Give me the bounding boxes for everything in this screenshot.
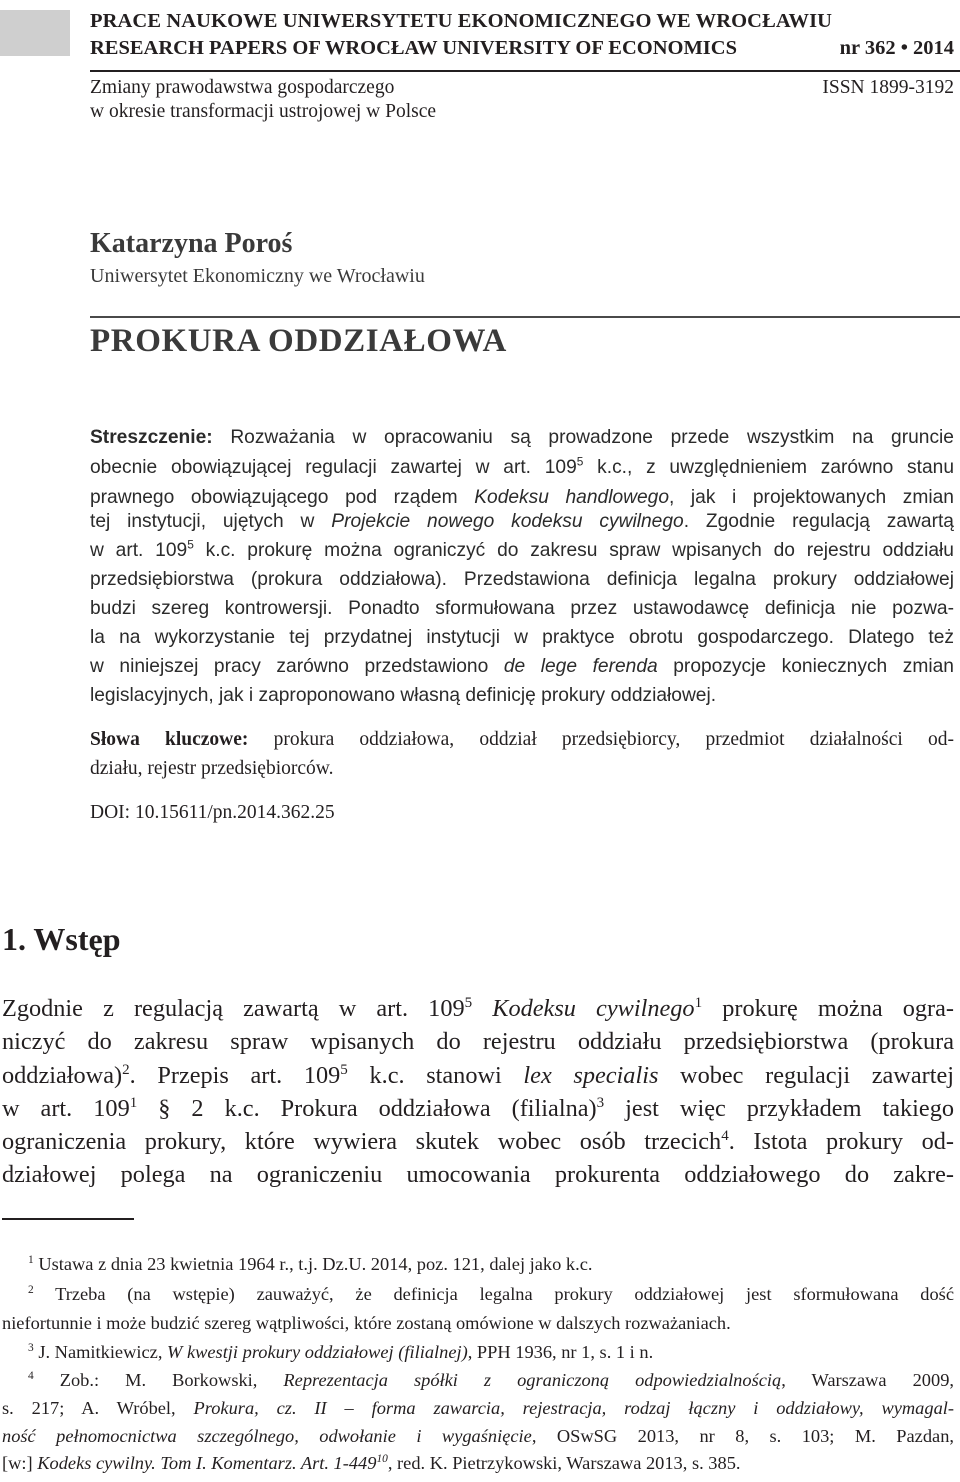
doi: DOI: 10.15611/pn.2014.362.25 — [90, 802, 335, 823]
abstract-line: w art. $109^5$ k.c. prokurę można ograniczyć do zakresu spraw wpisanych do rejestru oddziału — [90, 537, 954, 561]
body-line: ograniczenia prokury, które wywiera skutek wobec osób trzecich$^4$. Istota prokury od- — [2, 1127, 954, 1155]
abstract-line: Streszczenie: Rozważania w opracowaniu są prowadzone przede wszystkim na gruncie — [90, 427, 954, 448]
body-line: w art. $109^1$ § 2 k.c. Prokura oddziałowa (filialna)$^3$ jest więc przykładem takiego — [2, 1094, 954, 1122]
footnote-4-cont: ność pełnomocnictwa szczególnego, odwołanie i wygaśnięcie, OSwSG 2013, nr 8, s. 103; M. Pazdan, — [2, 1426, 954, 1446]
section-heading: 1. Wstęp — [2, 921, 121, 957]
article-title: PROKURA ODDZIAŁOWA — [90, 323, 507, 359]
issn: ISSN 1899-3192 — [822, 77, 954, 98]
keywords-line: Słowa kluczowe: prokura oddziałowa, oddział przedsiębiorcy, przedmiot działalności od- — [90, 729, 954, 750]
footnote-4-cont: [w:] Kodeks cywilny. Tom I. Komentarz. Art. $1-449^{10}$, red. K. Pietrzykowski, Warszawa 2013, s. 385. — [2, 1452, 741, 1473]
series-title-line1: Zmiany prawodawstwa gospodarczego — [90, 77, 395, 98]
journal-title-pl: PRACE NAUKOWE UNIWERSYTETU EKONOMICZNEGO WE WROCŁAWIU — [90, 10, 833, 32]
abstract-line: legislacyjnych, jak i zaproponowano własną definicję prokury oddziałowej. — [90, 685, 717, 706]
issue-number: nr 362 • 2014 — [839, 37, 954, 59]
footnote-4: $^4$ Zob.: M. Borkowski, Reprezentacja spółki z ograniczoną odpowiedzialnością, Warszawa 2009, — [28, 1369, 954, 1390]
footnote-2-cont: niefortunnie i może budzić szereg wątpliwości, które zostaną omówione w dalszych rozważaniach. — [2, 1313, 731, 1333]
series-title-line2: w okresie transformacji ustrojowej w Polsce — [90, 101, 437, 122]
abstract-line: tej instytucji, ujętych w Projekcie nowego kodeksu cywilnego. Zgodnie regulacją zawartą — [90, 511, 954, 532]
header-rule — [90, 70, 960, 72]
body-line: niczyć do zakresu spraw wpisanych do rejestru oddziału przedsiębiorstwa (prokura — [2, 1028, 954, 1055]
header-gray-block — [0, 10, 70, 56]
footnote-1: $^1$ Ustawa z dnia 23 kwietnia 1964 r., t.j. Dz.U. 2014, poz. 121, dalej jako k.c. — [28, 1253, 593, 1274]
abstract-line: la na wykorzystanie tej przydatnej instytucji w praktyce obrotu gospodarczego. Dlatego też — [90, 627, 954, 648]
body-line: działowej polega na ograniczeniu umocowania prokurenta oddziałowego do zakre- — [2, 1161, 954, 1188]
footnote-2: $^2$ Trzeba (na wstępie) zauważyć, że definicja legalna prokury oddziałowej jest sformułowana dość — [28, 1283, 954, 1304]
body-line: oddziałowa)$^2$. Przepis art. $109^5$ k.c. stanowi lex specialis wobec regulacji zawartej — [2, 1061, 955, 1089]
abstract-line: obecnie obowiązującej regulacji zawartej w art. $109^5$ k.c., z uwzględnieniem zarówno stanu — [90, 454, 954, 478]
abstract-line: w niniejszej pracy zarówno przedstawiono de lege ferenda propozycje koniecznych zmian — [90, 656, 954, 677]
footnote-4-cont: s. 217; A. Wróbel, Prokura, cz. II – forma zawarcia, rejestracja, rodzaj łączny i oddziałowy, wymagal- — [2, 1398, 955, 1418]
keywords-label: Słowa kluczowe: — [90, 729, 249, 750]
footnote-rule — [2, 1218, 134, 1220]
footnote-3: $^3$ J. Namitkiewicz, W kwestji prokury oddziałowej (filialnej), PPH 1936, nr 1, s. 1 i n. — [28, 1341, 654, 1362]
journal-title-en: RESEARCH PAPERS OF WROCŁAW UNIVERSITY OF ECONOMICS — [90, 37, 737, 59]
title-rule — [90, 316, 960, 318]
abstract-line: prawnego obowiązującego pod rządem Kodeksu handlowego, jak i projektowanych zmian — [90, 487, 954, 508]
keywords-line: działu, rejestr przedsiębiorców. — [90, 758, 334, 779]
author-name: Katarzyna Poroś — [90, 228, 293, 259]
abstract-line: przedsiębiorstwa (prokura oddziałowa). Przedstawiona definicja legalna prokury oddziałowej — [90, 569, 954, 590]
author-affiliation: Uniwersytet Ekonomiczny we Wrocławiu — [90, 265, 425, 287]
abstract-line: budzi szereg kontrowersji. Ponadto sformułowana przez ustawodawcę definicja nie pozwa- — [90, 598, 954, 619]
abstract-label: Streszczenie: — [90, 427, 213, 448]
body-line: Zgodnie z regulacją zawartą w art. $109^5$ Kodeksu cywilnego$^1$ prokurę można ogra- — [2, 994, 954, 1022]
